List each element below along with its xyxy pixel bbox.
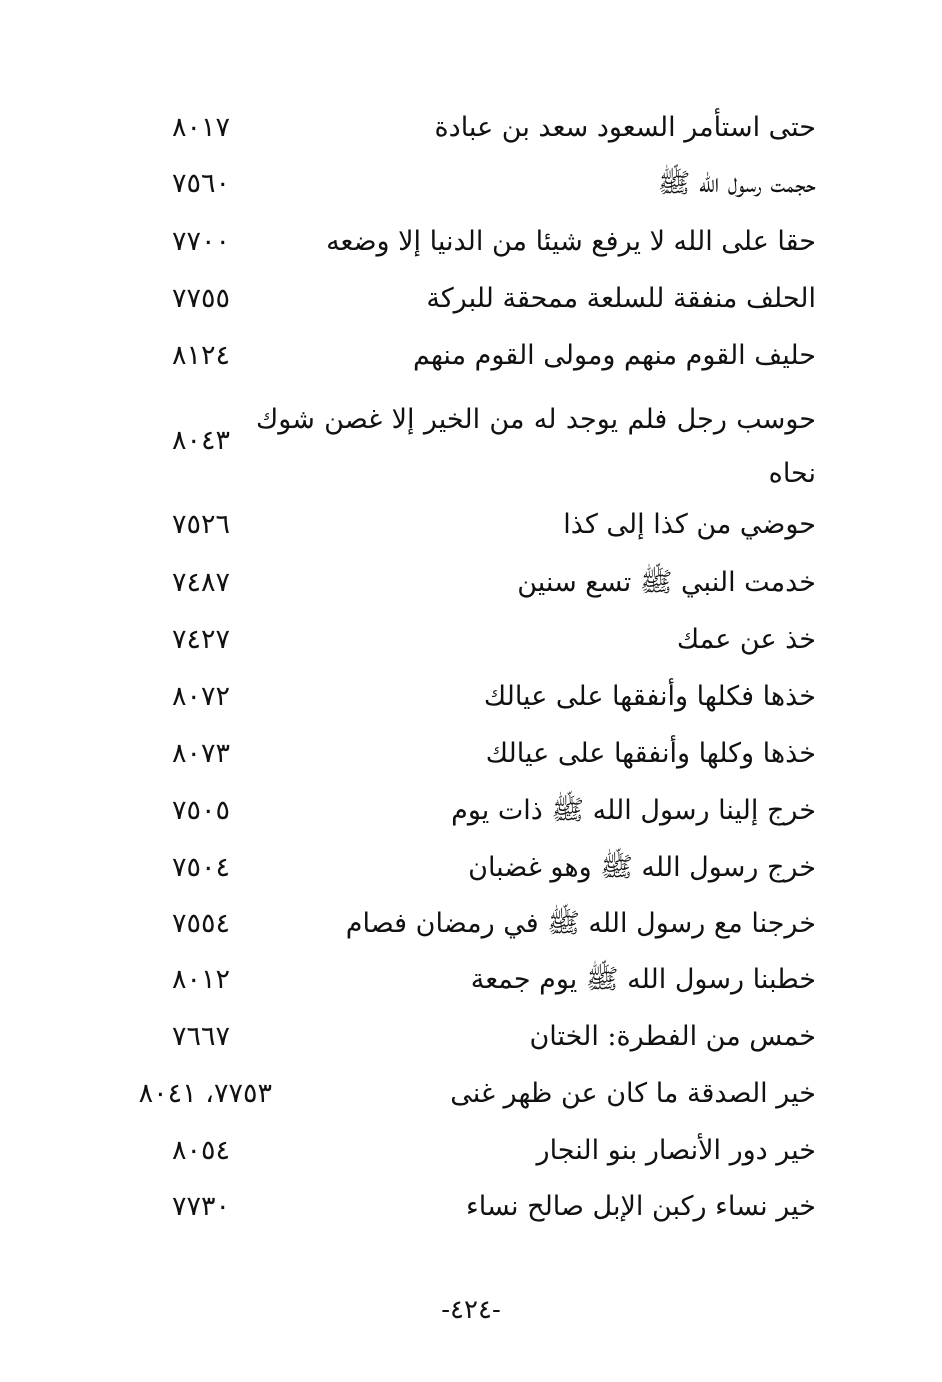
hadith-number: ٨١٢٤ (171, 340, 230, 371)
hadith-number: ٧٧٥٣، ٨٠٤١ (138, 1078, 272, 1109)
hadith-incipit: خذها فكلها وأنفقها على عيالك (483, 681, 816, 712)
hadith-incipit: حتى استأمر السعود سعد بن عبادة (434, 112, 816, 143)
hadith-number: ٨٠٧٢ (171, 681, 230, 712)
hadith-incipit: حوسب رجل فلم يوجد له من الخير إلا غصن شوك نحاه (256, 404, 816, 489)
hadith-incipit: خمس من الفطرة: الختان (529, 1021, 816, 1052)
page-number: -٤٢٤- (441, 1295, 501, 1325)
hadith-incipit: خير دور الأنصار بنو النجار (536, 1135, 816, 1166)
hadith-number: ٧٦٦٧ (171, 1021, 230, 1052)
hadith-incipit: خذ عن عمك (676, 624, 816, 655)
hadith-incipit: خدمت النبي ﷺ تسع سنين (517, 567, 816, 598)
hadith-number: ٨٠١٢ (171, 964, 230, 995)
hadith-incipit: خرج رسول الله ﷺ وهو غضبان (468, 852, 816, 883)
hadith-incipit: خرج إلينا رسول الله ﷺ ذات يوم (451, 795, 816, 826)
hadith-number: ٧٧٠٠ (171, 226, 230, 257)
hadith-number: ٧٤٢٧ (171, 624, 230, 655)
hadith-incipit: خطبنا رسول الله ﷺ يوم جمعة (470, 964, 816, 995)
hadith-number: ٧٥٠٤ (171, 852, 230, 883)
hadith-number: ٧٥٦٠ (171, 168, 230, 199)
hadith-incipit: خير الصدقة ما كان عن ظهر غنى (450, 1078, 816, 1109)
hadith-number: ٨٠٥٤ (171, 1135, 230, 1166)
hadith-incipit: حوضي من كذا إلى كذا (563, 509, 816, 540)
hadith-number: ٧٧٥٥ (171, 283, 230, 314)
hadith-incipit: حجمت رسول الله ﷺ (657, 168, 816, 199)
hadith-number: ٧٥٢٦ (171, 509, 230, 540)
hadith-incipit: خرجنا مع رسول الله ﷺ في رمضان فصام (345, 908, 816, 939)
hadith-incipit: خذها وكلها وأنفقها على عيالك (485, 738, 816, 769)
hadith-incipit: حليف القوم منهم ومولى القوم منهم (413, 340, 816, 371)
hadith-incipit: خير نساء ركبن الإبل صالح نساء (466, 1191, 816, 1222)
hadith-number: ٧٤٨٧ (171, 567, 230, 598)
hadith-number: ٨٠١٧ (171, 112, 230, 143)
hadith-number: ٧٥٠٥ (171, 795, 230, 826)
hadith-number: ٧٥٥٤ (171, 908, 230, 939)
hadith-number: ٨٠٧٣ (171, 738, 230, 769)
hadith-number: ٨٠٤٣ (171, 425, 230, 456)
hadith-incipit: حقا على الله لا يرفع شيئا من الدنيا إلا وضعه (326, 226, 816, 257)
hadith-number: ٧٧٣٠ (171, 1191, 230, 1222)
hadith-incipit: الحلف منفقة للسلعة ممحقة للبركة (426, 283, 816, 314)
